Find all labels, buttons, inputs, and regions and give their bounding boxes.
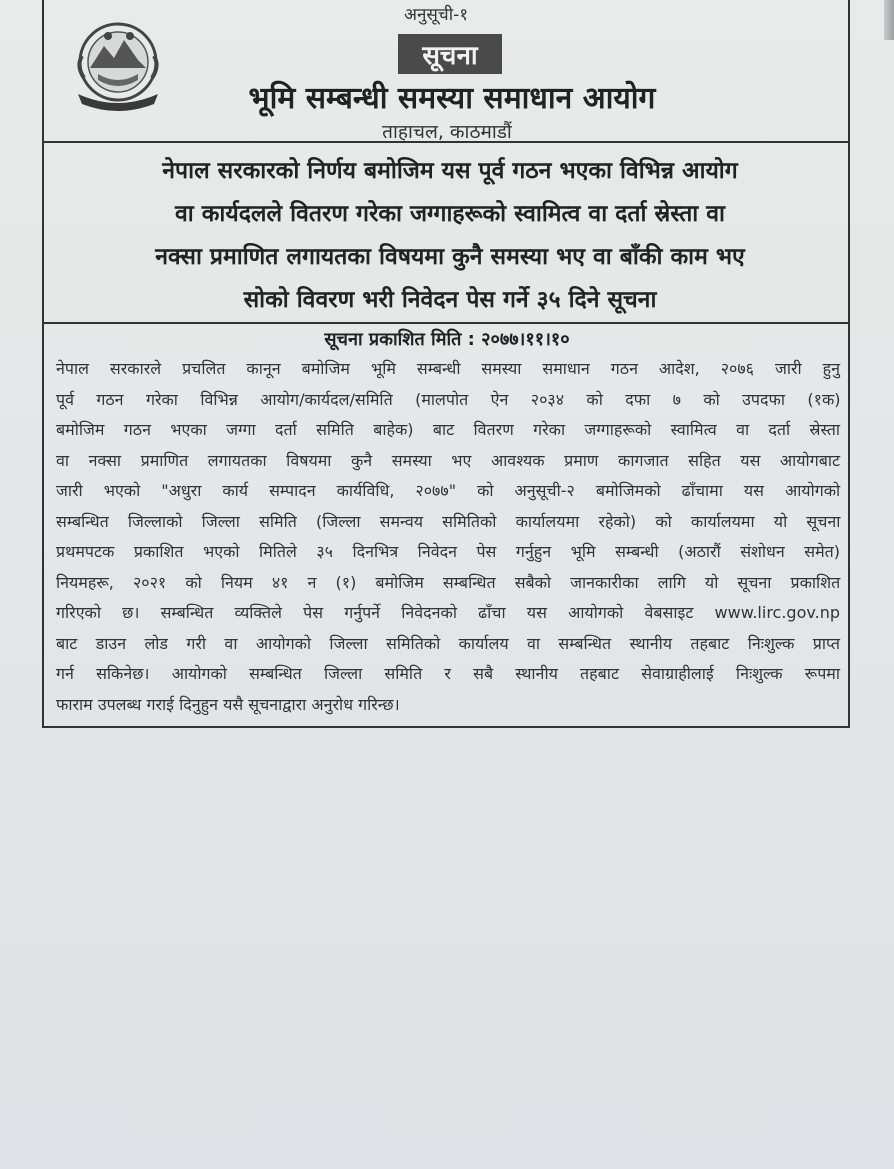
notice-headline [60,150,840,322]
headline-line: नेपाल सरकारको निर्णय बमोजिम यस पूर्व गठन भएका विभिन्न आयोग [162,158,738,184]
body-line: प्रथमपटक प्रकाशित भएको मितिले ३५ दिनभित्र निवेदन पेस गर्नुहुन भूमि सम्बन्धी (अठारौं संशोधन समेत) [56,542,840,561]
headline-line: नक्सा प्रमाणित लगायतका विषयमा कुनै समस्या भए वा बाँकी काम भए [155,244,745,270]
body-line: वा नक्सा प्रमाणित लगायतका विषयमा कुनै समस्या भए आवश्यक प्रमाण कागजात सहित यस आयोगबाट [56,450,841,470]
organization-address: ताहाचल, काठमाडौं [382,121,512,143]
body-line: बाट डाउन लोड गरी वा आयोगको जिल्ला समितिको कार्यालय वा सम्बन्धित स्थानीय तहबाट निःशुल्क प्राप्त [56,633,841,653]
body-line: बमोजिम गठन भएका जग्गा दर्ता समिति बाहेक) बाट वितरण गरेका जग्गाहरूको स्वामित्व वा दर्ता स्रेस्ता [56,420,840,439]
body-line: जारी भएको "अधुरा कार्य सम्पादन कार्यविधि, २०७७" को अनुसूची-२ बमोजिमको ढाँचामा यस आयोगको [56,481,841,500]
body-line: गरिएको छ। सम्बन्धित व्यक्तिले पेस गर्नुपर्ने निवेदनको ढाँचा यस आयोगको वेबसाइट www.lirc.gov.np [56,603,840,622]
headline-line: सोको विवरण भरी निवेदन पेस गर्ने ३५ दिने सूचना [243,287,657,313]
body-line: गर्न सकिनेछ। आयोगको सम्बन्धित जिल्ला समिति र सबै स्थानीय तहबाट सेवाग्राहीलाई निःशुल्क रूपमा [56,664,840,683]
body-line: पूर्व गठन गरेका विभिन्न आयोग/कार्यदल/समिति (मालपोत ऐन २०३४ को दफा ७ को उपदफा (१क) [56,389,841,409]
body-line: नेपाल सरकारले प्रचलित कानून बमोजिम भूमि सम्बन्धी समस्या समाधान गठन आदेश, २०७६ जारी हुनु [56,359,840,378]
headline-divider [42,322,850,324]
publication-date: सूचना प्रकाशित मिति : २०७७।११।१० [324,329,570,350]
organization-name: भूमि सम्बन्धी समस्या समाधान आयोग [248,81,656,116]
body-line: नियमहरू, २०२१ को नियम ४१ न (१) बमोजिम सम्बन्धित सबैको जानकारीका लागि यो सूचना प्रकाशित [56,572,841,592]
headline-line: वा कार्यदलले वितरण गरेका जग्गाहरूको स्वामित्व वा दर्ता स्रेस्ता वा [174,201,726,227]
page-edge-shadow [884,0,894,40]
body-line: फाराम उपलब्ध गराई दिनुहुन यसै सूचनाद्वारा अनुरोध गरिन्छ। [56,694,400,714]
annex-label: अनुसूची-१ [404,5,469,25]
notice-badge: सूचना [398,34,502,74]
body-line: सम्बन्धित जिल्लाको जिल्ला समिति (जिल्ला समन्वय समितिको कार्यालयमा रहेको) को कार्यालयमा यो सूचना [56,511,841,531]
notice-body [56,354,840,720]
